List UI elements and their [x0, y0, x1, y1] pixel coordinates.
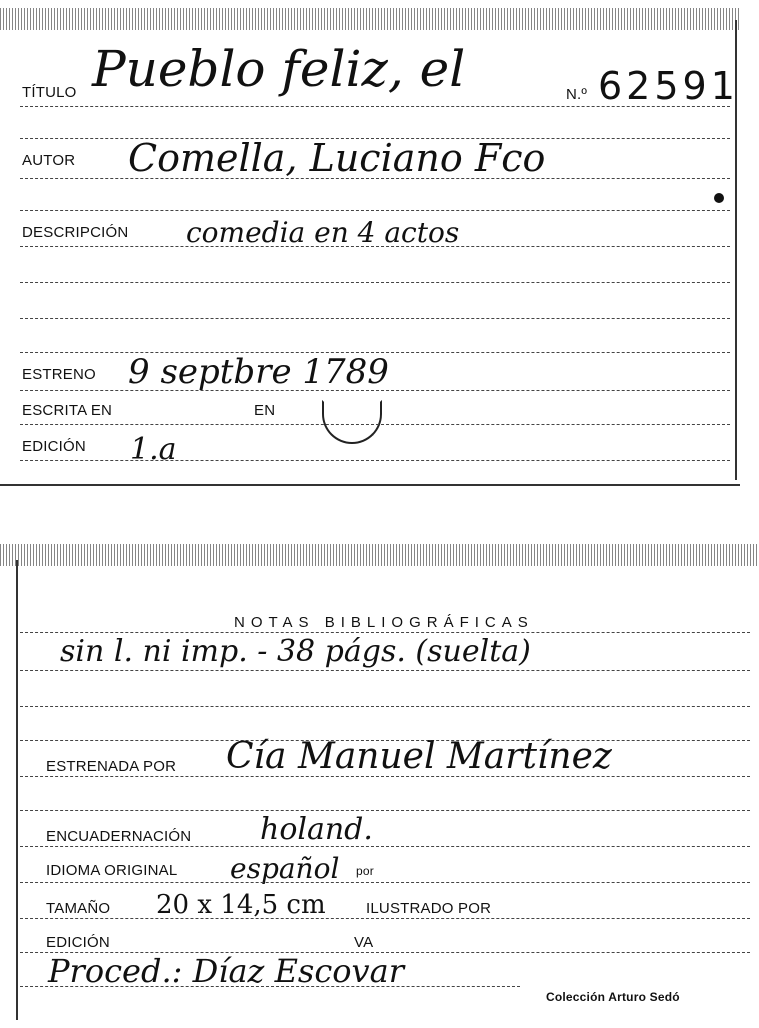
edicion-label-b: EDICIÓN: [46, 934, 110, 951]
estrenada-label: ESTRENADA POR: [46, 758, 177, 775]
rule-5: [20, 246, 730, 247]
idioma-value: español: [230, 852, 340, 885]
card-edge-texture: [0, 8, 740, 30]
edicion-value: 1.a: [130, 432, 177, 467]
va-label: VA: [354, 934, 374, 951]
rule-b11: [20, 986, 520, 987]
rule-9: [20, 390, 730, 391]
titulo-value: Pueblo feliz, el: [92, 40, 466, 98]
rule-3: [20, 178, 730, 179]
descripcion-label: DESCRIPCIÓN: [22, 224, 129, 241]
por-label: por: [356, 864, 374, 878]
punch-dot: [714, 193, 724, 203]
rule-11: [20, 460, 730, 461]
estreno-label: ESTRENO: [22, 366, 96, 383]
rule-b5: [20, 776, 750, 777]
notas-value: sin l. ni imp. - 38 págs. (suelta): [60, 634, 531, 669]
autor-value: Comella, Luciano Fco: [128, 136, 546, 180]
numero-value: 62591: [598, 64, 739, 108]
coleccion-label: Colección Arturo Sedó: [546, 990, 680, 1004]
notas-label: NOTAS BIBLIOGRÁFICAS: [234, 614, 534, 631]
rule-b2: [20, 670, 750, 671]
rule-6: [20, 282, 730, 283]
catalog-card-top: [0, 0, 740, 490]
card-edge-texture: [0, 544, 759, 566]
en-label: EN: [254, 402, 276, 419]
ink-stamp-mark: [322, 400, 382, 444]
rule-b3: [20, 706, 750, 707]
autor-label: AUTOR: [22, 152, 76, 169]
rule-4: [20, 210, 730, 211]
tamano-value: 20 x 14,5 cm: [156, 890, 326, 920]
descripcion-value: comedia en 4 actos: [186, 216, 460, 249]
rule-b1: [20, 632, 750, 633]
escrita-label: ESCRITA EN: [22, 402, 113, 419]
encuadernacion-value: holand.: [260, 812, 373, 847]
ilustrado-label: ILUSTRADO POR: [366, 900, 492, 917]
idioma-label: IDIOMA ORIGINAL: [46, 862, 178, 879]
numero-label: N.º: [566, 86, 588, 103]
tamano-label: TAMAÑO: [46, 900, 111, 917]
rule-1: [20, 106, 730, 107]
card-left-edge: [16, 560, 18, 1020]
estreno-value: 9 septbre 1789: [128, 352, 389, 392]
edicion-label: EDICIÓN: [22, 438, 86, 455]
card-bottom-edge: [0, 484, 740, 486]
encuadernacion-label: ENCUADERNACIÓN: [46, 828, 192, 845]
proced-value: Proced.: Díaz Escovar: [48, 952, 404, 990]
rule-b8: [20, 882, 750, 883]
rule-b7: [20, 846, 750, 847]
rule-7: [20, 318, 730, 319]
estrenada-value: Cía Manuel Martínez: [226, 736, 612, 777]
rule-10: [20, 424, 730, 425]
rule-b6: [20, 810, 750, 811]
titulo-label: TÍTULO: [22, 84, 77, 101]
catalog-card-bottom: [0, 540, 759, 1028]
rule-b9: [20, 918, 750, 919]
